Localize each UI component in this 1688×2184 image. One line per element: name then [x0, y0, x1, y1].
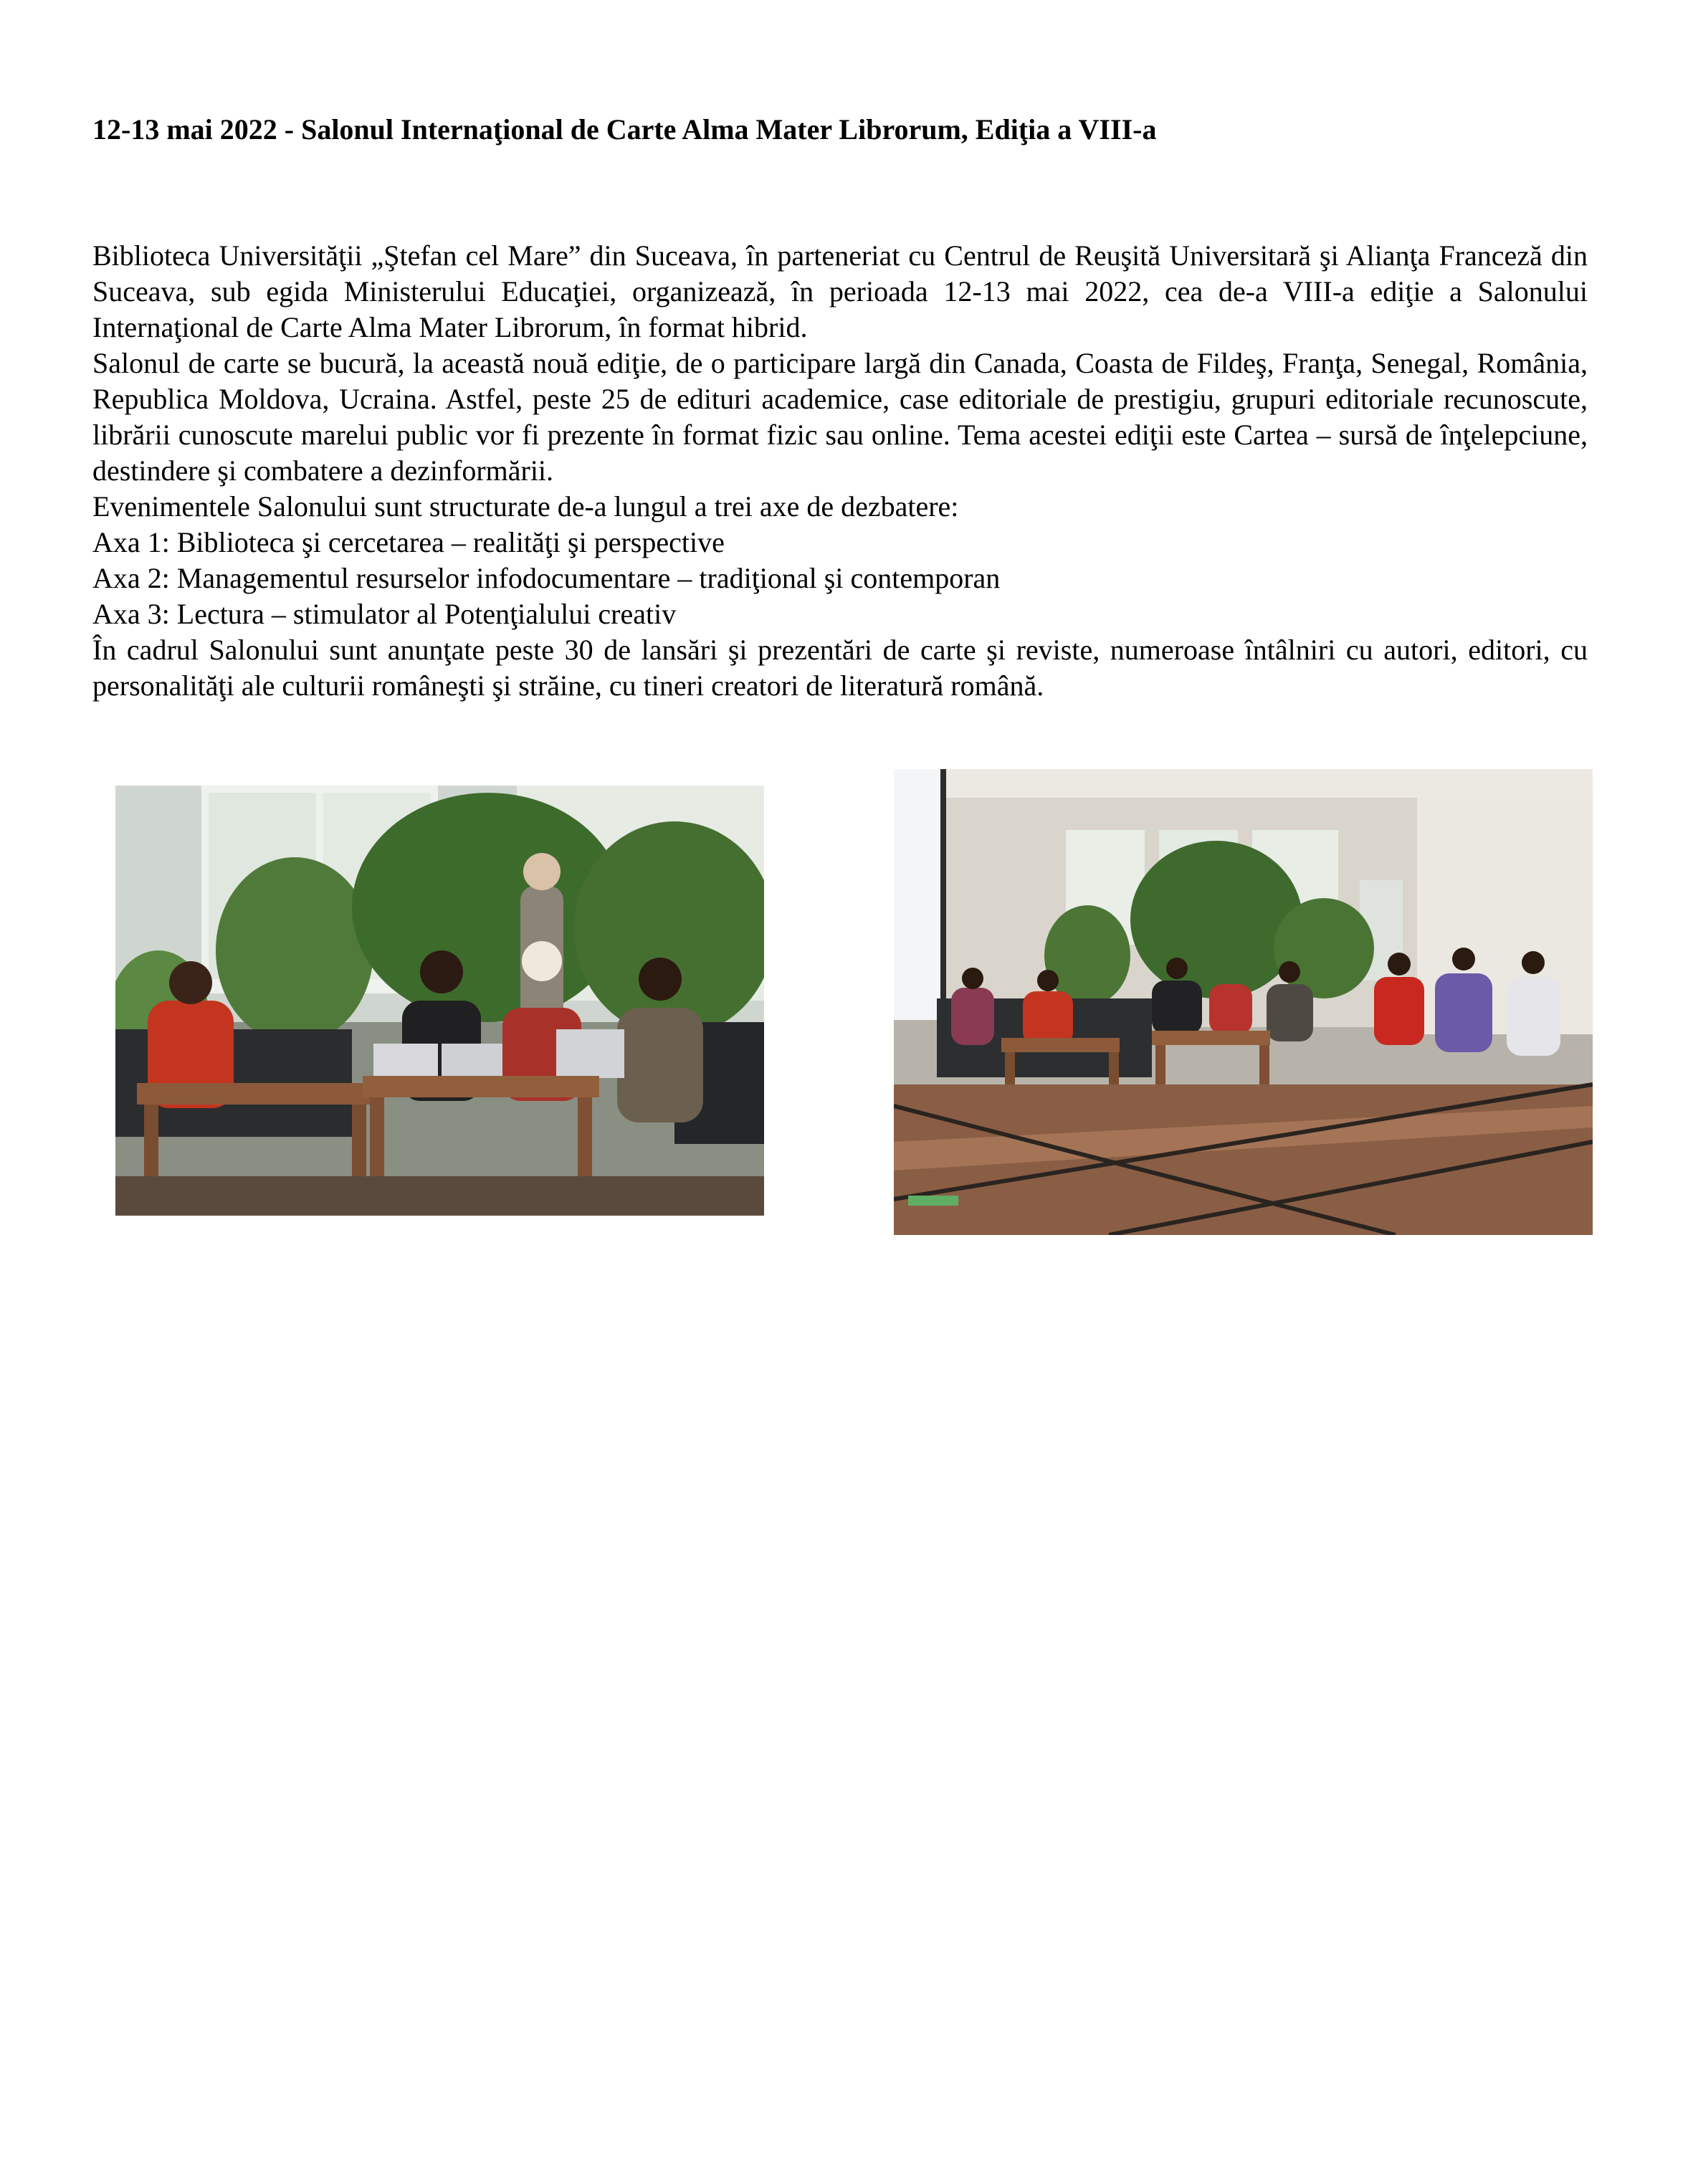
axis-item-2: Axa 2: Managementul resurselor infodocumentare – tradiţional şi contemporan	[92, 562, 1001, 594]
intro-paragraph: Biblioteca Universităţii „Ştefan cel Mare” din Suceava, în parteneriat cu Centrul de Reuşită Universitară şi Alianţa Franceză din Suceava, sub egida Ministerului Educaţiei, organizează, în perioada 12-13 mai 2022, cea de-a VIII-a ediţie a Salonului Internaţional de Carte Alma Mater Librorum, în format hibrid.	[92, 239, 1588, 343]
event-photo-panel	[115, 786, 764, 1216]
participation-paragraph: Salonul de carte se bucură, la această nouă ediţie, de o participare largă din Canada, Coasta de Fildeş, Franţa, Senegal, România, Republica Moldova, Ucraina. Astfel, peste 25 de edituri academice, case editoriale de prestigiu, grupuri editoriale recunoscute, librării cunoscute marelui public vor fi prezente în format fizic sau online. Tema acestei ediţii este Cartea – sursă de înţelepciune, destindere şi combatere a dezinformării.	[92, 347, 1588, 487]
event-photo-room	[894, 769, 1593, 1235]
article-body	[92, 238, 1588, 704]
event-photo-room-image	[894, 769, 1593, 1235]
axis-item-1: Axa 1: Biblioteca şi cercetarea – realităţi şi perspective	[92, 526, 725, 558]
closing-paragraph: În cadrul Salonului sunt anunţate peste 30 de lansări şi prezentări de carte şi reviste, numeroase întâlniri cu autori, editori, cu personalităţi ale culturii româneşti şi străine, cu tineri creatori de literatură română.	[92, 634, 1588, 702]
event-photo-panel-image	[115, 786, 764, 1216]
axis-item-3: Axa 3: Lectura – stimulator al Potenţialului creativ	[92, 598, 677, 630]
axes-intro: Evenimentele Salonului sunt structurate de-a lungul a trei axe de dezbatere:	[92, 490, 959, 523]
page-title: 12-13 mai 2022 - Salonul Internaţional de Carte Alma Mater Librorum, Ediţia a VIII-a	[92, 113, 1157, 146]
